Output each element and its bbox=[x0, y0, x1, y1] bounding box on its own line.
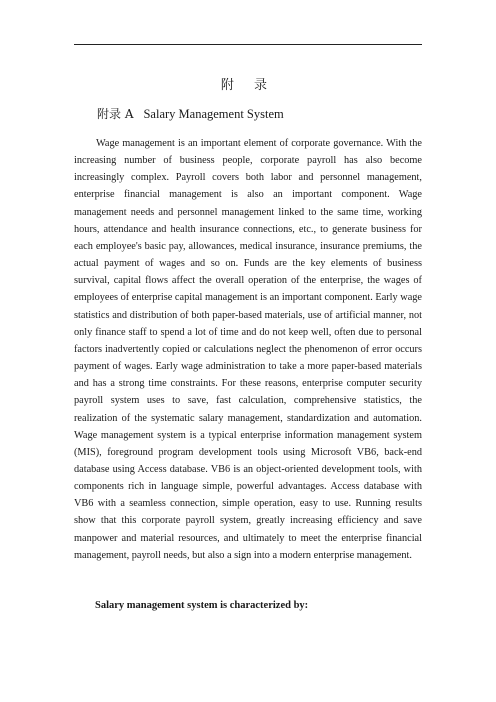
header-rule bbox=[74, 44, 422, 45]
appendix-title: 附 录 bbox=[220, 78, 276, 93]
section-label: 附录 A bbox=[97, 107, 134, 121]
section-heading bbox=[97, 105, 284, 122]
features-subheading: Salary management system is characterized by: bbox=[95, 600, 309, 611]
section-title: Salary Management System bbox=[143, 107, 284, 121]
body-paragraph: Wage management is an important element of corporate governance. With the increasing number of business people, corporate payroll has also become increasingly complex. Payroll covers both labor and personnel management, enterprise financial management is also an important component. Wage management needs and personnel management linked to the same time, working hours, attendance and health insurance connections, etc., to generate business for each employee's basic pay, allowances, medical insurance, insurance premiums, the actual payment of wages and so on. Funds are the key elements of business survival, capital flows affect the overall operation of the enterprise, the wages of employees of enterprise capital management is an important component. Early wage statistics and distribution of both paper-based materials, use of artificial manner, not only finance staff to spend a lot of time and do not keep well, often due to personal factors inadvertently copied or calculations neglect the phenomenon of error occurs payment of wages. Early wage administration to take a more paper-based materials and has a strong time constraints. For these reasons, enterprise computer security payroll system uses to save, fast calculation, comprehensive statistics, the realization of the systematic salary management, standardization and automation. Wage management system is a typical enterprise information management system (MIS), foreground program development tools using Microsoft VB6, back-end database using Access database. VB6 is an object-oriented development tools, with components rich in language simple, powerful advantages. Access database with VB6 with a seamless connection, simple operation, easy to use. Running results show that this corporate payroll system, greatly increasing efficiency and save manpower and material resources, and ultimately to meet the enterprise financial management, payroll needs, but also a sign into a modern enterprise management. bbox=[74, 138, 422, 561]
